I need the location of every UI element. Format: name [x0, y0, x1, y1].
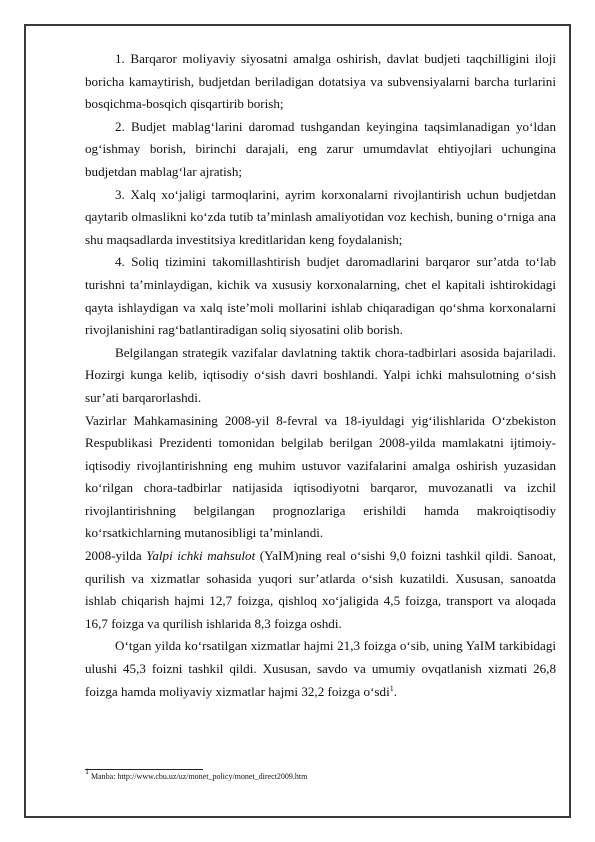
- footnote: [85, 767, 556, 782]
- paragraph-6: Vazirlar Mahkamasining 2008-yil 8-fevral va 18-iyuldagi yig‘ilishlarida O‘zbekiston Respublikasi Prezidenti tomonidan belgilab berilgan 2008-yilda mamlakatni ijtimoiy-iqtisodiy rivojlantirishning eng muhim ustuvor vazifalarini amalga oshirish yuzasidan ko‘rilgan chora-tadbirlar natijasida iqtisodiyotni barqaror, muvozanatli va izchil rivojlantirishning belgilangan prognozlariga erishildi hamda makroiqtisodiy ko‘rsatkichlarning mutanosibligi ta’minlandi.: [85, 412, 556, 541]
- footnote-text: Manba: http://www.cbu.uz/uz/monet_policy/monet_direct2009.htm: [89, 772, 308, 781]
- paragraph-7-lead: 2008-yilda: [85, 548, 147, 564]
- paragraph-7: [85, 545, 556, 635]
- paragraph-8: [85, 635, 556, 703]
- paragraph-1: 1. Barqaror moliyaviy siyosatni amalga oshirish, davlat budjeti taqchilligini iloji boricha kamaytirish, budjetdan beriladigan dotatsiya va subvensiyalarni barcha turlarini bosqichma-bosqich qisqartirib borish;: [85, 51, 556, 112]
- footnote-separator: [85, 769, 203, 770]
- footnote-reference[interactable]: 1: [389, 683, 394, 693]
- paragraph-7-italic-term: Yalpi ichki mahsulot: [146, 548, 256, 564]
- paragraph-7-rest: (YaIM)ning real o‘sishi 9,0 foizni tashkil qildi. Sanoat, qurilish va xizmatlar sohasida yuqori sur’atlarda o‘sish kuzatildi. Xususan, sanoatda ishlab chiqarish hajmi 12,7 foizga, qishloq xo‘jaligida 4,5 foizga, transport va aloqada 16,7 foizga va qurilish ishlarida 8,3 foizga oshdi.: [85, 548, 556, 631]
- paragraph-5: Belgilangan strategik vazifalar davlatning taktik chora-tadbirlari asosida bajariladi. Hozirgi kunga kelib, iqtisodiy o‘sish davri boshlandi. Yalpi ichki mahsulotning o‘sish sur’ati barqarorlashdi.: [85, 344, 556, 405]
- paragraph-8-text: O‘tgan yilda ko‘rsatilgan xizmatlar hajmi 21,3 foizga o‘sib, uning YaIM tarkibidagi ulushi 45,3 foizni tashkil qildi. Xususan, savdo va umumiy ovqatlanish xizmati 26,8 foizga hamda moliyaviy xizmatlar hajmi 32,2 foizga o‘sdi: [85, 638, 556, 699]
- footnote-mark: 1: [85, 767, 89, 776]
- paragraph-8-end: .: [393, 683, 397, 699]
- paragraph-2: 2. Budjet mablag‘larini daromad tushgandan keyingina taqsimlanadigan yo‘ldan og‘ishmay borish, birinchi darajali, eng zarur umumdavlat ehtiyojlari uchungina budjetdan mablag‘lar ajratish;: [85, 118, 556, 179]
- paragraph-4: 4. Soliq tizimini takomillashtirish budjet daromadlarini barqaror sur’atda to‘lab turishni ta’minlaydigan, kichik va xususiy korxonalarning, chet el kapitali ishtirokidagi qayta ishlaydigan va xalq iste’moli mollarini ishlab chiqaradigan qo‘shma korxonalarni rivojlanishini rag‘batlantiradigan soliq siyosatini olib borish.: [85, 254, 556, 338]
- paragraph-3: 3. Xalq xo‘jaligi tarmoqlarini, ayrim korxonalarni rivojlantirish uchun budjetdan qaytarib olmaslikni ko‘zda tutib ta’minlash amaliyotidan voz kechish, buning o‘rniga ana shu maqsadlarda investitsiya kreditlaridan keng foydalanish;: [85, 186, 556, 247]
- document-body: [85, 48, 556, 703]
